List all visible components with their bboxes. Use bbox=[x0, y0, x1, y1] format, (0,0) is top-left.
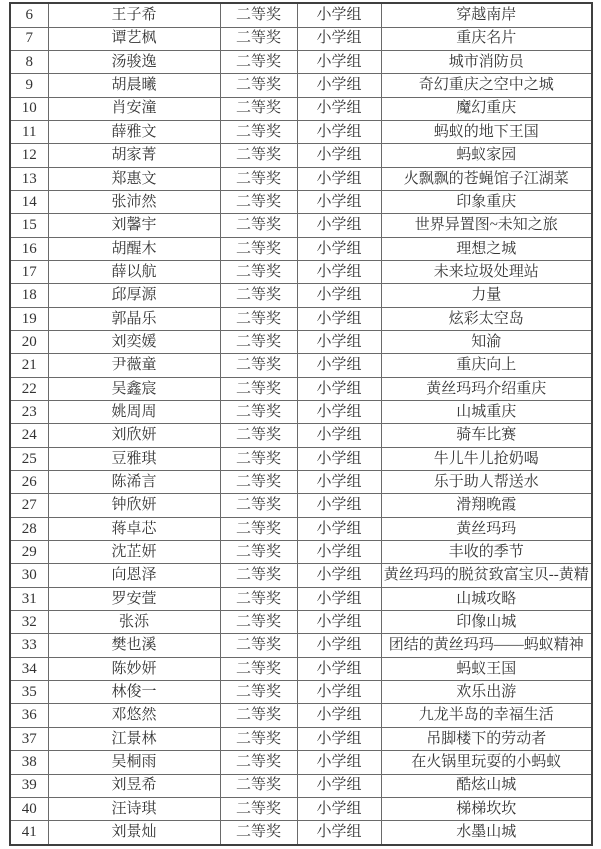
award-level-cell: 二等奖 bbox=[220, 797, 297, 820]
work-title-cell: 黄丝玛玛 bbox=[381, 517, 592, 540]
student-name-cell: 刘欣妍 bbox=[48, 424, 220, 447]
table-row bbox=[10, 144, 592, 167]
award-level-cell: 二等奖 bbox=[220, 657, 297, 680]
serial-number-cell: 33 bbox=[10, 634, 48, 657]
serial-number-cell: 29 bbox=[10, 541, 48, 564]
work-title-cell: 九龙半岛的幸福生活 bbox=[381, 704, 592, 727]
group-cell: 小学组 bbox=[297, 50, 381, 73]
group-cell: 小学组 bbox=[297, 541, 381, 564]
student-name-cell: 樊也溪 bbox=[48, 634, 220, 657]
serial-number-cell: 24 bbox=[10, 424, 48, 447]
serial-number-cell: 39 bbox=[10, 774, 48, 797]
work-title-cell: 印象重庆 bbox=[381, 190, 592, 213]
work-title-cell: 滑翔晚霞 bbox=[381, 494, 592, 517]
work-title-cell: 理想之城 bbox=[381, 237, 592, 260]
student-name-cell: 刘昱希 bbox=[48, 774, 220, 797]
group-cell: 小学组 bbox=[297, 260, 381, 283]
group-cell: 小学组 bbox=[297, 634, 381, 657]
table-row bbox=[10, 727, 592, 750]
group-cell: 小学组 bbox=[297, 330, 381, 353]
award-level-cell: 二等奖 bbox=[220, 307, 297, 330]
work-title-cell: 吊脚楼下的劳动者 bbox=[381, 727, 592, 750]
group-cell: 小学组 bbox=[297, 471, 381, 494]
award-level-cell: 二等奖 bbox=[220, 471, 297, 494]
award-level-cell: 二等奖 bbox=[220, 727, 297, 750]
award-list-table bbox=[9, 2, 593, 846]
award-level-cell: 二等奖 bbox=[220, 681, 297, 704]
work-title-cell: 印像山城 bbox=[381, 611, 592, 634]
group-cell: 小学组 bbox=[297, 144, 381, 167]
table-row bbox=[10, 821, 592, 845]
table-row bbox=[10, 260, 592, 283]
award-level-cell: 二等奖 bbox=[220, 3, 297, 27]
award-level-cell: 二等奖 bbox=[220, 97, 297, 120]
serial-number-cell: 12 bbox=[10, 144, 48, 167]
work-title-cell: 在火锅里玩耍的小蚂蚁 bbox=[381, 751, 592, 774]
group-cell: 小学组 bbox=[297, 821, 381, 845]
group-cell: 小学组 bbox=[297, 447, 381, 470]
group-cell: 小学组 bbox=[297, 797, 381, 820]
student-name-cell: 蒋卓芯 bbox=[48, 517, 220, 540]
group-cell: 小学组 bbox=[297, 751, 381, 774]
student-name-cell: 陈浠言 bbox=[48, 471, 220, 494]
group-cell: 小学组 bbox=[297, 27, 381, 50]
table-row bbox=[10, 3, 592, 27]
group-cell: 小学组 bbox=[297, 564, 381, 587]
work-title-cell: 团结的黄丝玛玛——蚂蚁精神 bbox=[381, 634, 592, 657]
table-row bbox=[10, 751, 592, 774]
student-name-cell: 刘奕媛 bbox=[48, 330, 220, 353]
work-title-cell: 黄丝玛玛的脱贫致富宝贝--黄精 bbox=[381, 564, 592, 587]
work-title-cell: 城市消防员 bbox=[381, 50, 592, 73]
table-row bbox=[10, 190, 592, 213]
work-title-cell: 蚂蚁的地下王国 bbox=[381, 120, 592, 143]
table-row bbox=[10, 284, 592, 307]
award-level-cell: 二等奖 bbox=[220, 330, 297, 353]
award-level-cell: 二等奖 bbox=[220, 214, 297, 237]
table-row bbox=[10, 307, 592, 330]
award-level-cell: 二等奖 bbox=[220, 284, 297, 307]
serial-number-cell: 34 bbox=[10, 657, 48, 680]
serial-number-cell: 8 bbox=[10, 50, 48, 73]
student-name-cell: 邓悠然 bbox=[48, 704, 220, 727]
group-cell: 小学组 bbox=[297, 424, 381, 447]
work-title-cell: 未来垃圾处理站 bbox=[381, 260, 592, 283]
table-row bbox=[10, 330, 592, 353]
table-row bbox=[10, 564, 592, 587]
serial-number-cell: 26 bbox=[10, 471, 48, 494]
award-level-cell: 二等奖 bbox=[220, 611, 297, 634]
group-cell: 小学组 bbox=[297, 3, 381, 27]
group-cell: 小学组 bbox=[297, 727, 381, 750]
work-title-cell: 世界异置图~未知之旅 bbox=[381, 214, 592, 237]
student-name-cell: 刘景灿 bbox=[48, 821, 220, 845]
serial-number-cell: 11 bbox=[10, 120, 48, 143]
student-name-cell: 刘馨宇 bbox=[48, 214, 220, 237]
work-title-cell: 乐于助人帮送水 bbox=[381, 471, 592, 494]
serial-number-cell: 31 bbox=[10, 587, 48, 610]
serial-number-cell: 10 bbox=[10, 97, 48, 120]
award-level-cell: 二等奖 bbox=[220, 587, 297, 610]
table-row bbox=[10, 681, 592, 704]
table-row bbox=[10, 634, 592, 657]
student-name-cell: 谭艺枫 bbox=[48, 27, 220, 50]
table-row bbox=[10, 517, 592, 540]
student-name-cell: 沈芷妍 bbox=[48, 541, 220, 564]
group-cell: 小学组 bbox=[297, 354, 381, 377]
work-title-cell: 山城攻略 bbox=[381, 587, 592, 610]
award-level-cell: 二等奖 bbox=[220, 237, 297, 260]
work-title-cell: 蚂蚁家园 bbox=[381, 144, 592, 167]
serial-number-cell: 28 bbox=[10, 517, 48, 540]
group-cell: 小学组 bbox=[297, 587, 381, 610]
group-cell: 小学组 bbox=[297, 681, 381, 704]
work-title-cell: 力量 bbox=[381, 284, 592, 307]
serial-number-cell: 25 bbox=[10, 447, 48, 470]
group-cell: 小学组 bbox=[297, 494, 381, 517]
table-row bbox=[10, 611, 592, 634]
serial-number-cell: 22 bbox=[10, 377, 48, 400]
work-title-cell: 黄丝玛玛介绍重庆 bbox=[381, 377, 592, 400]
serial-number-cell: 21 bbox=[10, 354, 48, 377]
award-table-body bbox=[10, 3, 592, 845]
serial-number-cell: 41 bbox=[10, 821, 48, 845]
student-name-cell: 汪诗琪 bbox=[48, 797, 220, 820]
table-row bbox=[10, 587, 592, 610]
work-title-cell: 酷炫山城 bbox=[381, 774, 592, 797]
award-level-cell: 二等奖 bbox=[220, 494, 297, 517]
group-cell: 小学组 bbox=[297, 74, 381, 97]
student-name-cell: 郭晶乐 bbox=[48, 307, 220, 330]
table-row bbox=[10, 401, 592, 424]
student-name-cell: 钟欣妍 bbox=[48, 494, 220, 517]
award-level-cell: 二等奖 bbox=[220, 517, 297, 540]
table-row bbox=[10, 494, 592, 517]
serial-number-cell: 19 bbox=[10, 307, 48, 330]
student-name-cell: 江景林 bbox=[48, 727, 220, 750]
student-name-cell: 林俊一 bbox=[48, 681, 220, 704]
award-level-cell: 二等奖 bbox=[220, 167, 297, 190]
work-title-cell: 重庆名片 bbox=[381, 27, 592, 50]
award-level-cell: 二等奖 bbox=[220, 74, 297, 97]
serial-number-cell: 18 bbox=[10, 284, 48, 307]
award-level-cell: 二等奖 bbox=[220, 120, 297, 143]
work-title-cell: 蚂蚁王国 bbox=[381, 657, 592, 680]
student-name-cell: 胡晨曦 bbox=[48, 74, 220, 97]
serial-number-cell: 37 bbox=[10, 727, 48, 750]
award-level-cell: 二等奖 bbox=[220, 401, 297, 424]
award-level-cell: 二等奖 bbox=[220, 50, 297, 73]
group-cell: 小学组 bbox=[297, 214, 381, 237]
student-name-cell: 邱厚源 bbox=[48, 284, 220, 307]
student-name-cell: 罗安萱 bbox=[48, 587, 220, 610]
table-row bbox=[10, 214, 592, 237]
award-level-cell: 二等奖 bbox=[220, 144, 297, 167]
group-cell: 小学组 bbox=[297, 120, 381, 143]
table-row bbox=[10, 704, 592, 727]
student-name-cell: 吴桐雨 bbox=[48, 751, 220, 774]
work-title-cell: 丰收的季节 bbox=[381, 541, 592, 564]
table-row bbox=[10, 237, 592, 260]
student-name-cell: 张沛然 bbox=[48, 190, 220, 213]
table-row bbox=[10, 27, 592, 50]
student-name-cell: 张泺 bbox=[48, 611, 220, 634]
student-name-cell: 王子希 bbox=[48, 3, 220, 27]
group-cell: 小学组 bbox=[297, 377, 381, 400]
serial-number-cell: 15 bbox=[10, 214, 48, 237]
award-level-cell: 二等奖 bbox=[220, 354, 297, 377]
award-level-cell: 二等奖 bbox=[220, 774, 297, 797]
serial-number-cell: 23 bbox=[10, 401, 48, 424]
group-cell: 小学组 bbox=[297, 611, 381, 634]
serial-number-cell: 9 bbox=[10, 74, 48, 97]
group-cell: 小学组 bbox=[297, 97, 381, 120]
student-name-cell: 郑惠文 bbox=[48, 167, 220, 190]
student-name-cell: 向恩泽 bbox=[48, 564, 220, 587]
award-level-cell: 二等奖 bbox=[220, 564, 297, 587]
student-name-cell: 豆雅琪 bbox=[48, 447, 220, 470]
award-level-cell: 二等奖 bbox=[220, 751, 297, 774]
award-level-cell: 二等奖 bbox=[220, 27, 297, 50]
group-cell: 小学组 bbox=[297, 774, 381, 797]
work-title-cell: 重庆向上 bbox=[381, 354, 592, 377]
table-row bbox=[10, 167, 592, 190]
award-level-cell: 二等奖 bbox=[220, 447, 297, 470]
student-name-cell: 姚周周 bbox=[48, 401, 220, 424]
award-level-cell: 二等奖 bbox=[220, 190, 297, 213]
student-name-cell: 薛雅文 bbox=[48, 120, 220, 143]
group-cell: 小学组 bbox=[297, 237, 381, 260]
award-level-cell: 二等奖 bbox=[220, 634, 297, 657]
student-name-cell: 肖安潼 bbox=[48, 97, 220, 120]
serial-number-cell: 32 bbox=[10, 611, 48, 634]
work-title-cell: 穿越南岸 bbox=[381, 3, 592, 27]
serial-number-cell: 13 bbox=[10, 167, 48, 190]
table-row bbox=[10, 657, 592, 680]
table-row bbox=[10, 447, 592, 470]
work-title-cell: 欢乐出游 bbox=[381, 681, 592, 704]
group-cell: 小学组 bbox=[297, 284, 381, 307]
table-row bbox=[10, 541, 592, 564]
student-name-cell: 汤骏逸 bbox=[48, 50, 220, 73]
table-row bbox=[10, 424, 592, 447]
table-row bbox=[10, 797, 592, 820]
group-cell: 小学组 bbox=[297, 401, 381, 424]
award-level-cell: 二等奖 bbox=[220, 704, 297, 727]
work-title-cell: 梯梯坎坎 bbox=[381, 797, 592, 820]
award-level-cell: 二等奖 bbox=[220, 424, 297, 447]
table-row bbox=[10, 471, 592, 494]
work-title-cell: 骑车比赛 bbox=[381, 424, 592, 447]
table-row bbox=[10, 377, 592, 400]
student-name-cell: 胡家菁 bbox=[48, 144, 220, 167]
group-cell: 小学组 bbox=[297, 307, 381, 330]
award-level-cell: 二等奖 bbox=[220, 377, 297, 400]
group-cell: 小学组 bbox=[297, 190, 381, 213]
award-level-cell: 二等奖 bbox=[220, 541, 297, 564]
serial-number-cell: 40 bbox=[10, 797, 48, 820]
student-name-cell: 陈妙妍 bbox=[48, 657, 220, 680]
serial-number-cell: 6 bbox=[10, 3, 48, 27]
award-level-cell: 二等奖 bbox=[220, 821, 297, 845]
serial-number-cell: 7 bbox=[10, 27, 48, 50]
work-title-cell: 水墨山城 bbox=[381, 821, 592, 845]
table-row bbox=[10, 354, 592, 377]
table-row bbox=[10, 50, 592, 73]
work-title-cell: 魔幻重庆 bbox=[381, 97, 592, 120]
student-name-cell: 尹薇童 bbox=[48, 354, 220, 377]
award-level-cell: 二等奖 bbox=[220, 260, 297, 283]
group-cell: 小学组 bbox=[297, 517, 381, 540]
table-row bbox=[10, 120, 592, 143]
serial-number-cell: 16 bbox=[10, 237, 48, 260]
group-cell: 小学组 bbox=[297, 657, 381, 680]
work-title-cell: 奇幻重庆之空中之城 bbox=[381, 74, 592, 97]
serial-number-cell: 30 bbox=[10, 564, 48, 587]
student-name-cell: 薛以航 bbox=[48, 260, 220, 283]
serial-number-cell: 17 bbox=[10, 260, 48, 283]
student-name-cell: 吴鑫宸 bbox=[48, 377, 220, 400]
serial-number-cell: 14 bbox=[10, 190, 48, 213]
work-title-cell: 牛儿牛儿抢奶喝 bbox=[381, 447, 592, 470]
table-row bbox=[10, 774, 592, 797]
group-cell: 小学组 bbox=[297, 167, 381, 190]
serial-number-cell: 35 bbox=[10, 681, 48, 704]
group-cell: 小学组 bbox=[297, 704, 381, 727]
work-title-cell: 炫彩太空岛 bbox=[381, 307, 592, 330]
work-title-cell: 山城重庆 bbox=[381, 401, 592, 424]
student-name-cell: 胡醒木 bbox=[48, 237, 220, 260]
table-row bbox=[10, 74, 592, 97]
serial-number-cell: 38 bbox=[10, 751, 48, 774]
serial-number-cell: 20 bbox=[10, 330, 48, 353]
work-title-cell: 火飘飘的苍蝇馆子江湖菜 bbox=[381, 167, 592, 190]
serial-number-cell: 36 bbox=[10, 704, 48, 727]
work-title-cell: 知渝 bbox=[381, 330, 592, 353]
serial-number-cell: 27 bbox=[10, 494, 48, 517]
table-row bbox=[10, 97, 592, 120]
